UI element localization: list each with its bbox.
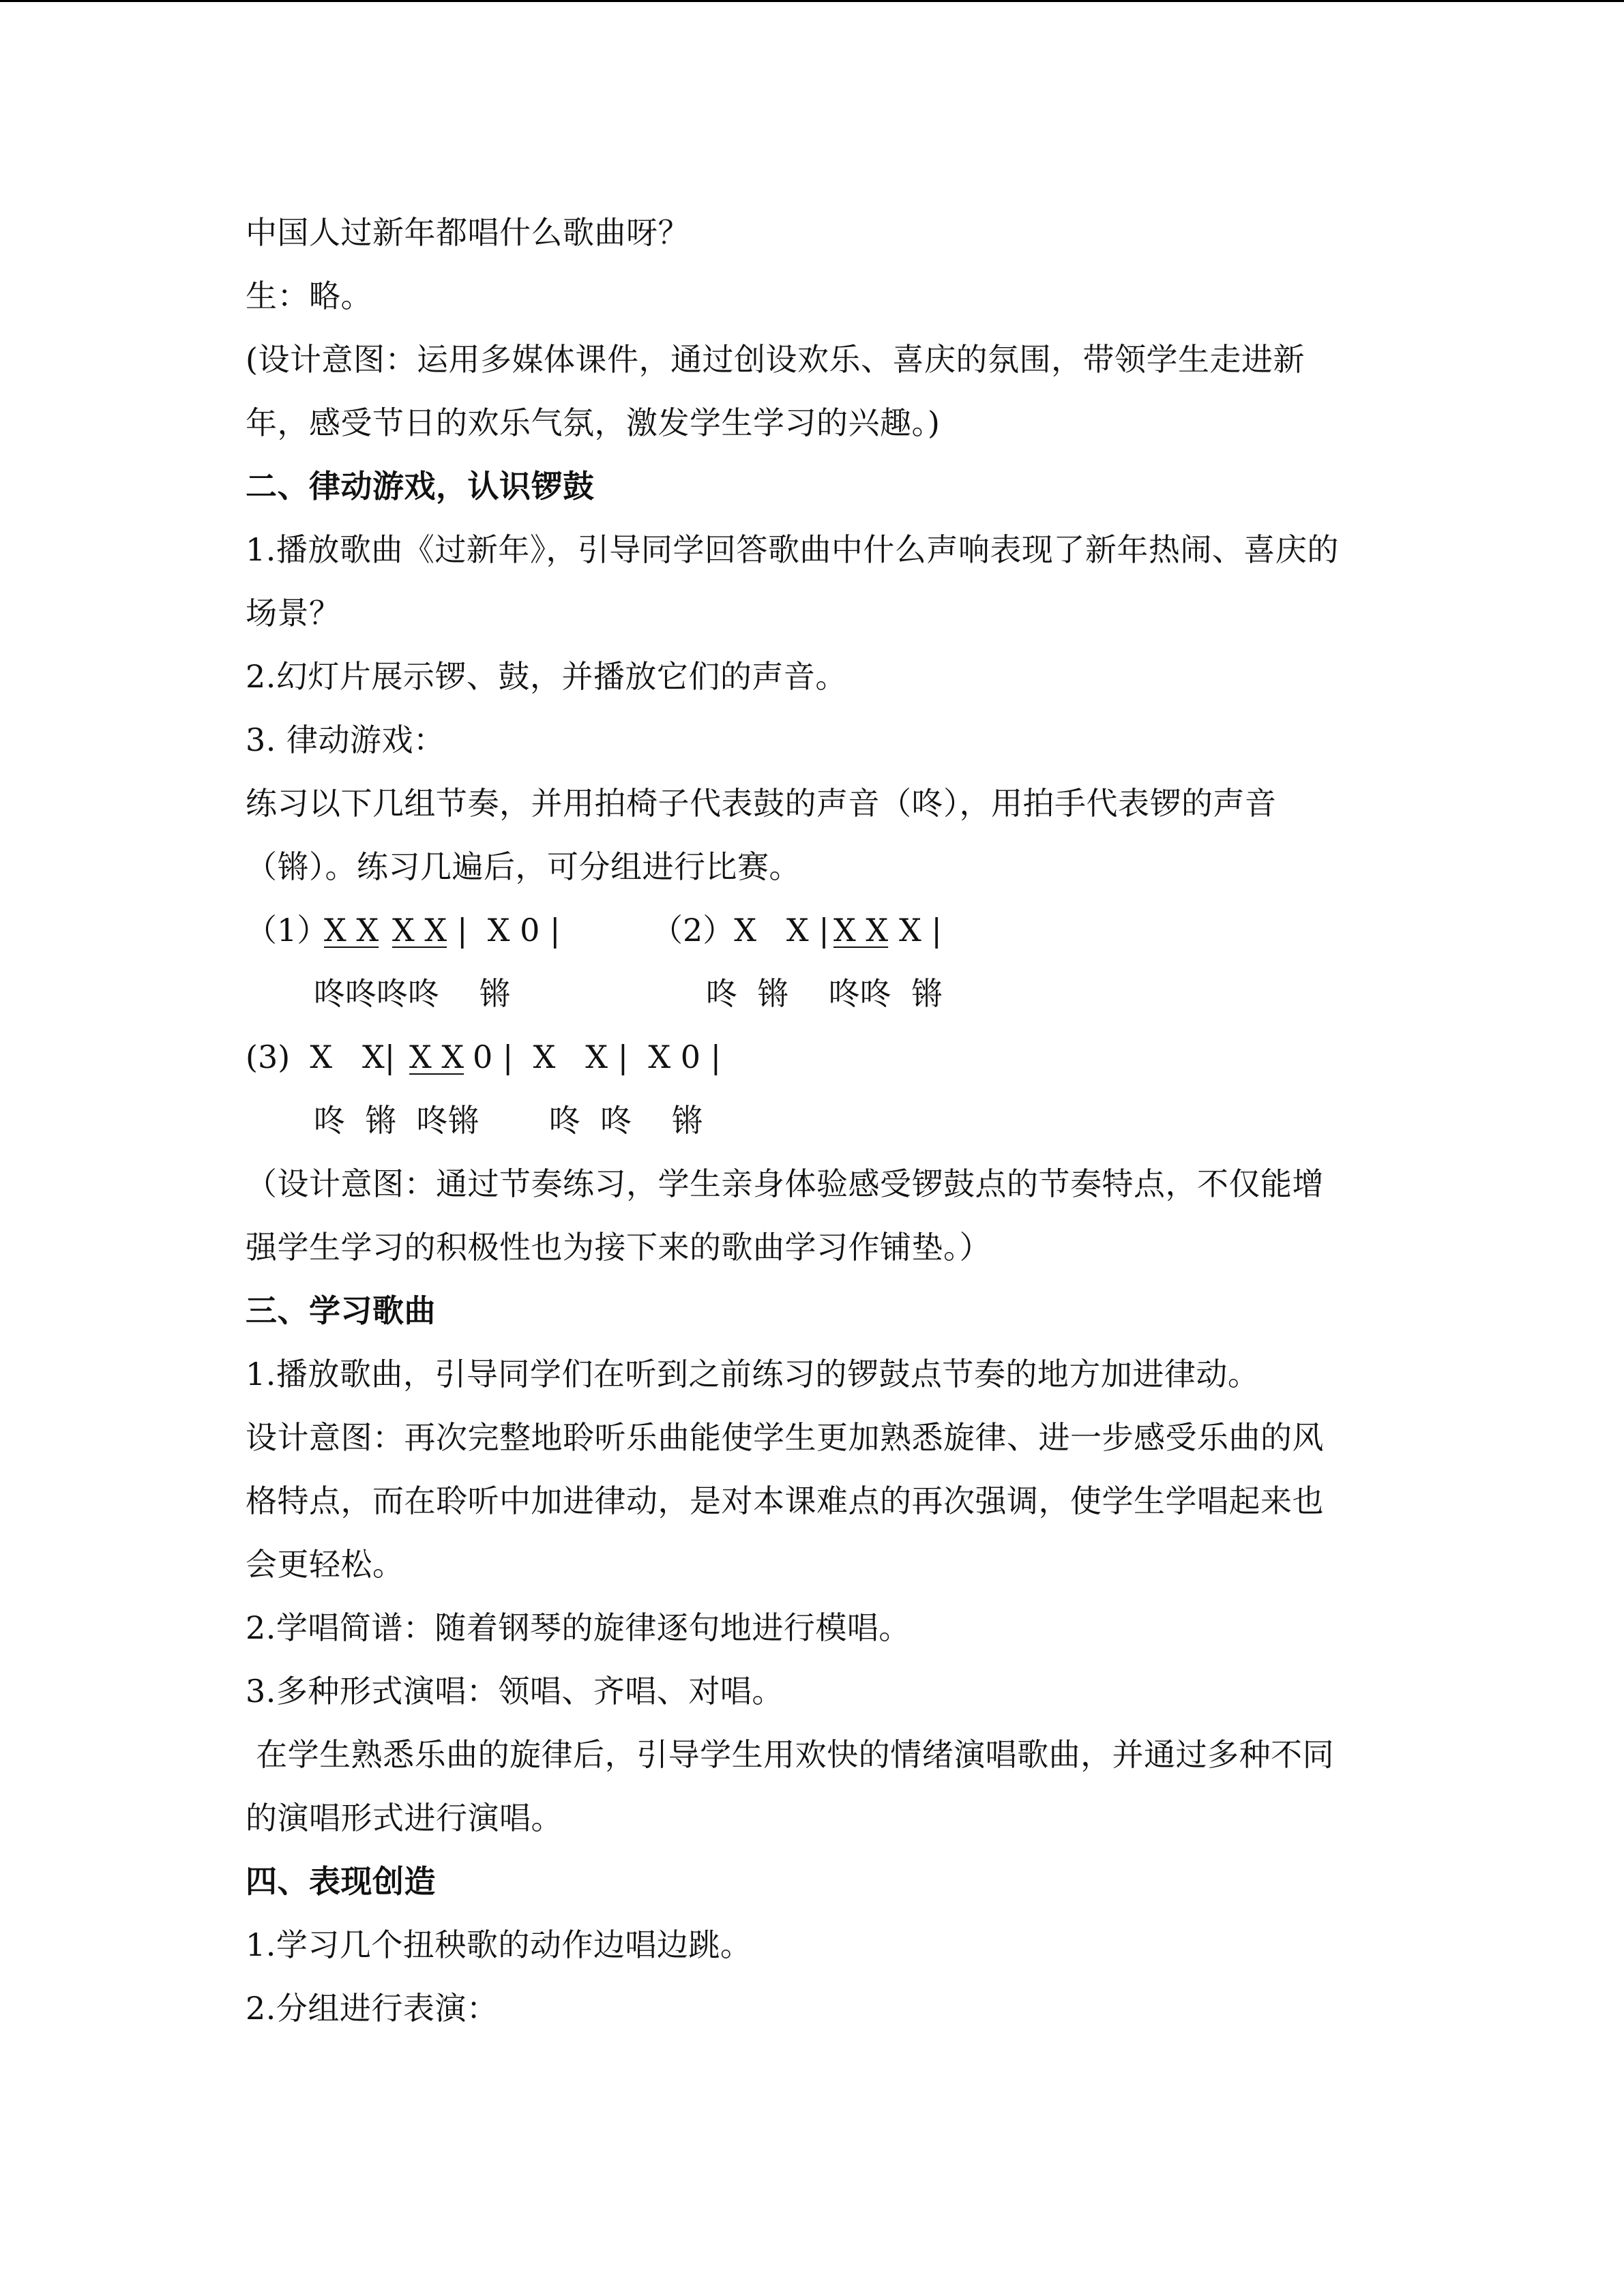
text-line: 格特点，而在聆听中加进律动，是对本课难点的再次强调，使学生学唱起来也 [246, 1482, 1324, 1519]
rhythm-words: 咚 锵 咚锵 咚 咚 锵 [314, 1102, 703, 1139]
text-line: 强学生学习的积极性也为接下来的歌曲学习作铺垫。） [246, 1229, 991, 1266]
rhythm-row-1 [246, 899, 1391, 962]
rhythm-label-2: （2）X X | [651, 912, 829, 949]
rhythm-notes: X X [324, 912, 379, 949]
rhythm-words: 咚咚咚咚 锵 [314, 975, 511, 1012]
text-line: 2.分组进行表演： [246, 1990, 499, 2027]
text-line: 年，感受节日的欢乐气氛，激发学生学习的兴趣。) [246, 404, 941, 441]
text-line: 3.多种形式演唱：领唱、齐唱、对唱。 [246, 1673, 784, 1710]
rhythm-notes: | X 0 | [457, 912, 561, 949]
rhythm-notes: 0 | X X | X 0 | [473, 1039, 722, 1075]
rhythm-notes: X X [409, 1039, 464, 1075]
text-line: 生：略。 [246, 278, 372, 314]
text-line: 在学生熟悉乐曲的旋律后，引导学生用欢快的情绪演唱歌曲，并通过多种不同 [246, 1736, 1335, 1773]
rhythm-label-3: (3) X X| [246, 1039, 396, 1075]
section-heading: 二、律动游戏，认识锣鼓 [246, 468, 595, 505]
text-line: 练习以下几组节奏，并用拍椅子代表鼓的声音（咚），用拍手代表锣的声音 [246, 785, 1277, 822]
rhythm-row-3 [246, 1026, 1391, 1089]
rhythm-notes: X | [899, 912, 942, 949]
text-line: 中国人过新年都唱什么歌曲呀？ [246, 214, 690, 251]
rhythm-words-3 [246, 1089, 1391, 1152]
text-line: 场景？ [246, 595, 341, 631]
text-line: 3. 律动游戏： [246, 721, 445, 758]
text-line: 会更轻松。 [246, 1546, 404, 1583]
rhythm-label-1: （1） [246, 912, 329, 949]
text-line: 的演唱形式进行演唱。 [246, 1800, 563, 1836]
text-line: 设计意图：再次完整地聆听乐曲能使学生更加熟悉旋律、进一步感受乐曲的风 [246, 1419, 1324, 1456]
rhythm-words: 咚 锵 咚咚 锵 [706, 975, 943, 1012]
text-line: （设计意图：通过节奏练习，学生亲身体验感受锣鼓点的节奏特点，不仅能增 [246, 1165, 1324, 1202]
rhythm-notes: X X [833, 912, 889, 949]
text-line: （锵）。练习几遍后，可分组进行比赛。 [246, 848, 801, 885]
rhythm-notes: X X [392, 912, 447, 949]
section-heading: 三、学习歌曲 [246, 1292, 436, 1329]
text-line: 1.播放歌曲，引导同学们在听到之前练习的锣鼓点节奏的地方加进律动。 [246, 1356, 1260, 1392]
text-line: 1.播放歌曲《过新年》，引导同学回答歌曲中什么声响表现了新年热闹、喜庆的 [246, 531, 1339, 568]
text-line: (设计意图：运用多媒体课件，通过创设欢乐、喜庆的氛围，带领学生走进新 [246, 341, 1305, 378]
document-body [246, 201, 1391, 2040]
section-heading: 四、表现创造 [246, 1863, 436, 1900]
text-line: 2.学唱简谱：随着钢琴的旋律逐句地进行模唱。 [246, 1609, 911, 1646]
text-line: 2.幻灯片展示锣、鼓，并播放它们的声音。 [246, 658, 847, 695]
rhythm-words-1 [246, 962, 1391, 1026]
text-line: 1.学习几个扭秧歌的动作边唱边跳。 [246, 1926, 752, 1963]
